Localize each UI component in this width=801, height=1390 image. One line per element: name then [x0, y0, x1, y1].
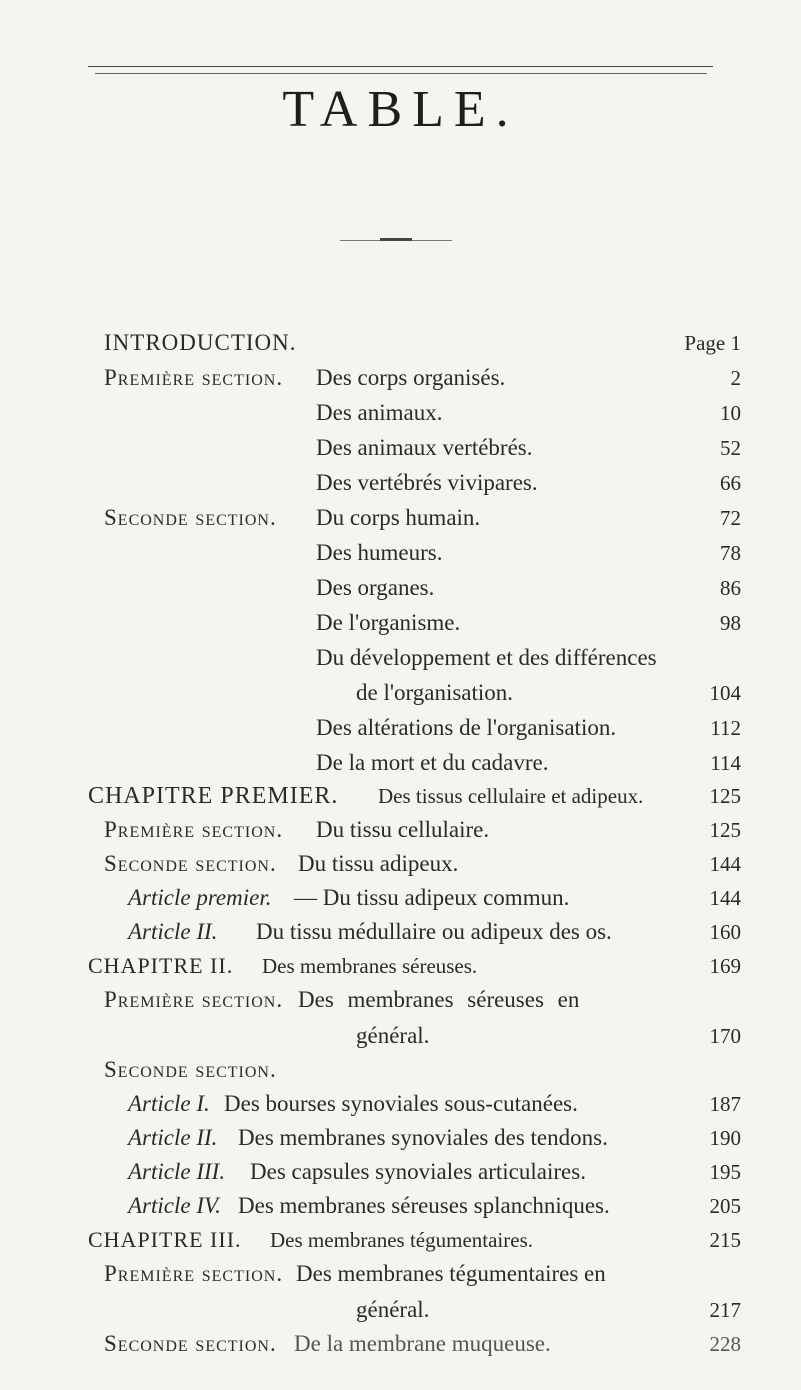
- chapter-2-first-section-page: 170: [709, 1024, 741, 1048]
- intro-item-text: Des altérations de l'organisation.: [316, 715, 617, 740]
- chapter-1-section-label: Première section.: [104, 817, 284, 842]
- intro-item-page: 10: [720, 401, 741, 425]
- chapter-2-page: 169: [709, 954, 741, 978]
- intro-section-2-label: Seconde section.: [104, 505, 277, 530]
- introduction-heading: INTRODUCTION.: [104, 330, 297, 355]
- chapter-2-article-page: 187: [709, 1092, 741, 1116]
- intro-item-text-continued: de l'organisation.: [356, 680, 514, 705]
- intro-item-text: Des animaux vertébrés.: [316, 435, 533, 460]
- intro-item-text: Du développement et des différences: [316, 645, 657, 670]
- chapter-2-article-label: Article I.: [128, 1091, 210, 1116]
- chapter-2-article-text: Des membranes séreuses splanchniques.: [238, 1193, 610, 1218]
- top-rule-thin: [95, 73, 707, 74]
- intro-item-page: 2: [730, 366, 741, 390]
- intro-item-text: Des organes.: [316, 575, 435, 600]
- chapter-1-section-label: Seconde section.: [104, 851, 277, 876]
- intro-item-text: Des corps organisés.: [316, 365, 506, 390]
- chapter-1-item-text: — Du tissu adipeux commun.: [294, 885, 570, 910]
- chapter-2-article-page: 190: [709, 1126, 741, 1150]
- chapter-1-item-page: 144: [709, 886, 741, 910]
- chapter-3-first-section-label: Première section.: [104, 1261, 284, 1286]
- chapter-3-second-section-page: 228: [709, 1332, 741, 1356]
- chapter-1-item-text: Du tissu médullaire ou adipeux des os.: [256, 919, 612, 944]
- chapter-1-heading: CHAPITRE PREMIER.: [88, 783, 339, 809]
- intro-item-text: Des vertébrés vivipares.: [316, 470, 538, 495]
- intro-item-page: 104: [709, 681, 741, 705]
- chapter-2-article-label: Article IV.: [128, 1193, 221, 1218]
- chapter-2-article-text: Des membranes synoviales des tendons.: [238, 1125, 608, 1150]
- chapter-2-article-text: Des bourses synoviales sous-cutanées.: [224, 1091, 578, 1116]
- chapter-3-heading: CHAPITRE III.: [88, 1227, 242, 1252]
- chapter-1-article-label: Article premier.: [128, 885, 272, 910]
- chapter-2-article-label: Article II.: [128, 1125, 218, 1150]
- chapter-1-article-label: Article II.: [128, 919, 218, 944]
- chapter-1-item-text: Du tissu cellulaire.: [316, 817, 490, 842]
- chapter-1-title: Des tissus cellulaire et adipeux.: [378, 784, 644, 808]
- top-rule-thick: [88, 66, 713, 67]
- chapter-3-title: Des membranes tégumentaires.: [270, 1228, 533, 1252]
- intro-item-page: 112: [710, 716, 741, 740]
- chapter-3-second-section-text: De la membrane muqueuse.: [294, 1331, 551, 1356]
- intro-item-page: 78: [720, 541, 741, 565]
- intro-item-text: De l'organisme.: [316, 610, 461, 635]
- intro-section-1-label: Première section.: [104, 365, 284, 390]
- intro-item-page: 52: [720, 436, 741, 460]
- chapter-3-page: 215: [709, 1228, 741, 1252]
- chapter-1-item-page: 125: [709, 818, 741, 842]
- intro-item-text: De la mort et du cadavre.: [316, 750, 549, 775]
- intro-item-page: 114: [710, 751, 741, 775]
- chapter-2-article-label: Article III.: [128, 1159, 226, 1184]
- chapter-2-first-section-text-continued: général.: [356, 1023, 430, 1048]
- chapter-3-second-section-label: Seconde section.: [104, 1331, 277, 1356]
- title-ornament: [340, 240, 452, 241]
- chapter-3-first-section-text: Des membranes tégumentaires en: [296, 1261, 606, 1286]
- chapter-1-page: 125: [709, 784, 741, 808]
- chapter-2-title: Des membranes séreuses.: [262, 954, 478, 978]
- intro-item-page: 86: [720, 576, 741, 600]
- intro-item-text: Du corps humain.: [316, 505, 481, 530]
- intro-item-page: 66: [720, 471, 741, 495]
- chapter-2-article-page: 205: [709, 1194, 741, 1218]
- chapter-2-article-text: Des capsules synoviales articulaires.: [250, 1159, 586, 1184]
- chapter-2-first-section-label: Première section.: [104, 987, 284, 1012]
- chapter-1-item-text: Du tissu adipeux.: [298, 851, 459, 876]
- page-title: TABLE.: [282, 81, 519, 138]
- chapter-2-second-section-label: Seconde section.: [104, 1057, 277, 1082]
- chapter-3-first-section-page: 217: [709, 1298, 741, 1322]
- intro-item-page: 98: [720, 611, 741, 635]
- chapter-3-first-section-text-continued: général.: [356, 1297, 430, 1322]
- intro-item-page: 72: [720, 506, 741, 530]
- introduction-page: Page 1: [684, 331, 741, 355]
- chapter-1-item-page: 144: [709, 852, 741, 876]
- chapter-1-item-page: 160: [709, 920, 741, 944]
- chapter-2-article-page: 195: [709, 1160, 741, 1184]
- chapter-2-first-section-text: Des membranes séreuses en: [298, 987, 580, 1012]
- chapter-2-heading: CHAPITRE II.: [88, 953, 234, 978]
- intro-item-text: Des animaux.: [316, 400, 443, 425]
- intro-item-text: Des humeurs.: [316, 540, 443, 565]
